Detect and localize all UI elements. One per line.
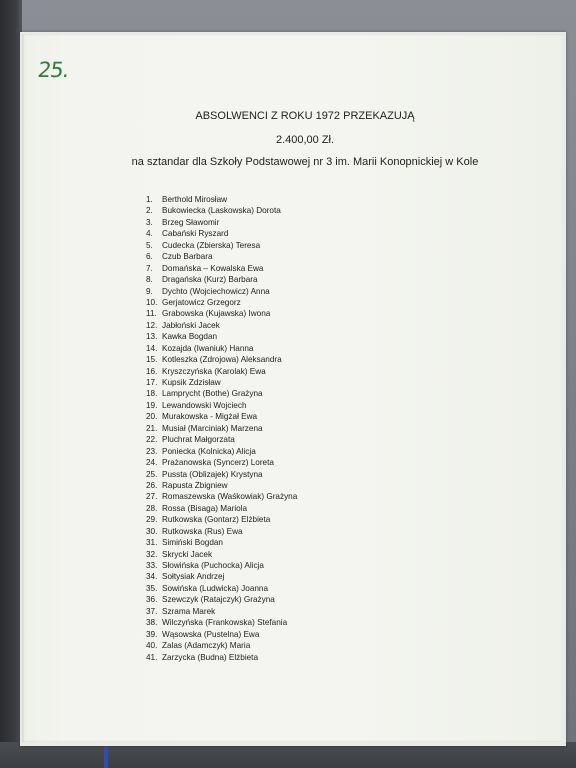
list-item-number: 36. [146, 595, 158, 605]
list-item-number: 1. [146, 195, 153, 204]
list-item-number: 6. [146, 252, 153, 262]
list-item-number: 11. [146, 309, 157, 319]
list-item-number: 20. [146, 412, 158, 422]
list-item-number: 17. [146, 378, 158, 387]
list-item-number: 37. [146, 606, 158, 616]
list-item-name: Sowińska (Ludwicka) Joanna [162, 583, 269, 593]
list-item-number: 18. [146, 389, 158, 399]
list-item [146, 320, 297, 331]
list-item-number: 14. [146, 343, 158, 353]
list-item-name: Czub Barbara [162, 252, 213, 262]
document-title: ABSOLWENCI Z ROKU 1972 PRZEKAZUJĄ [195, 110, 415, 122]
list-item [146, 457, 297, 468]
list-item-name: Cabański Ryszard [162, 229, 229, 239]
list-item [146, 571, 297, 582]
list-item-number: 30. [146, 526, 158, 536]
list-item-number: 13. [146, 332, 158, 342]
list-item-name: Wąsowska (Pustelna) Ewa [162, 629, 260, 639]
list-item [146, 503, 297, 514]
list-item-name: Bukowiecka (Laskowska) Dorota [162, 206, 281, 216]
book-binding [0, 0, 22, 768]
list-item [146, 537, 297, 548]
graduates-list [146, 194, 297, 663]
list-item-name: Simiński Bogdan [162, 538, 223, 548]
list-item-number: 4. [146, 229, 153, 239]
list-item [146, 652, 297, 663]
list-item [146, 388, 297, 399]
list-item [146, 594, 297, 605]
list-item-number: 9. [146, 286, 153, 296]
list-item [146, 480, 297, 491]
list-item-name: Zarzycka (Budna) Elżbieta [162, 652, 259, 662]
list-item [146, 526, 297, 537]
list-item-name: Kupsik Zdzisław [162, 378, 221, 387]
list-item-number: 2. [146, 206, 153, 216]
list-item-name: Poniecka (Kolnicka) Alicja [162, 446, 256, 456]
list-item-number: 3. [146, 217, 153, 227]
list-item [146, 560, 297, 571]
list-item-number: 32. [146, 549, 158, 559]
list-item [146, 343, 297, 354]
list-item-name: Kawka Bogdan [162, 332, 218, 342]
list-item [146, 629, 297, 640]
list-item-number: 16. [146, 366, 158, 376]
list-item [146, 194, 297, 205]
list-item [146, 411, 297, 422]
list-item-name: Pluchrat Małgorzata [162, 435, 235, 445]
list-item-number: 12. [146, 320, 158, 330]
list-item [146, 400, 297, 411]
list-item-number: 26. [146, 480, 158, 490]
list-item-number: 15. [146, 355, 158, 365]
list-item [146, 366, 297, 377]
list-item [146, 549, 297, 560]
list-item-name: Dragańska (Kurz) Barbara [162, 275, 258, 285]
list-item-number: 38. [146, 618, 158, 628]
list-item [146, 228, 297, 239]
donation-amount: 2.400,00 Zł. [275, 134, 335, 146]
list-item-number: 23. [146, 446, 158, 456]
list-item [146, 274, 297, 285]
list-item [146, 434, 297, 445]
list-item-name: Słowińska (Puchocka) Alicja [162, 561, 264, 570]
list-item [146, 286, 297, 297]
list-item [146, 331, 297, 342]
list-item [146, 251, 297, 262]
handwritten-page-number: 25. [36, 58, 71, 82]
list-item [146, 583, 297, 594]
list-item [146, 240, 297, 251]
list-item [146, 205, 297, 216]
list-item-number: 29. [146, 515, 158, 525]
list-item-number: 33. [146, 561, 158, 570]
list-item [146, 640, 297, 651]
list-item-number: 41. [146, 652, 158, 662]
list-item-name: Lamprycht (Bothe) Grażyna [162, 389, 263, 399]
list-item-name: Murakowska - Migżał Ewa [162, 412, 258, 422]
list-item-name: Domańska – Kowalska Ewa [162, 263, 264, 273]
list-item-name: Dychto (Wojciechowicz) Anna [162, 286, 270, 296]
list-item-number: 39. [146, 629, 158, 639]
list-item-name: Rutkowska (Rus) Ewa [162, 526, 243, 536]
list-item-name: Skrycki Jacek [162, 549, 213, 559]
list-item-name: Cudecka (Zbierska) Teresa [162, 240, 261, 250]
list-item [146, 377, 297, 388]
list-item-name: Kotleszka (Zdrojowa) Aleksandra [162, 355, 282, 365]
list-item-name: Romaszewska (Waśkowiak) Grażyna [162, 492, 298, 502]
list-item-name: Rapusta Zbigniew [162, 480, 228, 490]
list-item-number: 22. [146, 435, 158, 445]
list-item [146, 514, 297, 525]
list-item-name: Jabłoński Jacek [162, 320, 220, 330]
list-item-number: 27. [146, 492, 158, 502]
list-item-name: Berthold Mirosław [162, 195, 228, 204]
list-item [146, 297, 297, 308]
list-item-name: Sołtysiak Andrzej [162, 572, 225, 582]
list-item-number: 5. [146, 240, 153, 250]
list-item-name: Rutkowska (Gontarz) Elżbieta [162, 515, 271, 525]
list-item [146, 446, 297, 457]
list-item [146, 469, 297, 480]
list-item-name: Kozajda (Iwaniuk) Hanna [162, 343, 254, 353]
list-item-name: Zalas (Adamczyk) Maria [162, 641, 251, 651]
list-item [146, 617, 297, 628]
list-item-number: 31. [146, 538, 158, 548]
list-item-number: 21. [146, 423, 158, 433]
list-item-name: Lewandowski Wojciech [162, 400, 247, 410]
list-item-name: Szrama Marek [162, 606, 216, 616]
list-item-number: 25. [146, 469, 158, 479]
list-item-name: Musiał (Marciniak) Marzena [162, 423, 263, 433]
list-item-name: Prażanowska (Syncerz) Loreta [162, 458, 274, 468]
list-item-number: 34. [146, 572, 158, 582]
list-item-name: Rossa (Bisaga) Mariola [162, 503, 248, 513]
list-item [146, 217, 297, 228]
list-item [146, 491, 297, 502]
list-item-name: Wilczyńska (Frankowska) Stefania [162, 618, 288, 628]
list-item-number: 10. [146, 297, 158, 307]
list-item-number: 24. [146, 458, 158, 468]
list-item-number: 40. [146, 641, 158, 651]
list-item-number: 19. [146, 400, 158, 410]
list-item [146, 308, 297, 319]
list-item-number: 35. [146, 583, 158, 593]
list-item-name: Szewczyk (Ratajczyk) Grażyna [162, 595, 275, 605]
list-item [146, 423, 297, 434]
list-item-number: 7. [146, 263, 153, 273]
list-item-name: Pussta (Oblizajek) Krystyna [162, 469, 263, 479]
list-item-number: 28. [146, 503, 158, 513]
list-item-name: Gerjatowicz Grzegorz [162, 297, 241, 307]
list-item-name: Kryszczyńska (Karolak) Ewa [162, 366, 266, 376]
list-item [146, 263, 297, 274]
list-item [146, 606, 297, 617]
list-item-name: Brzeg Sławomir [162, 217, 220, 227]
list-item [146, 354, 297, 365]
list-item-number: 8. [146, 275, 153, 285]
donation-purpose: na sztandar dla Szkoły Podstawowej nr 3 im. Marii Konopnickiej w Kole [131, 156, 479, 168]
list-item-name: Grabowska (Kujawska) Iwona [162, 309, 271, 319]
